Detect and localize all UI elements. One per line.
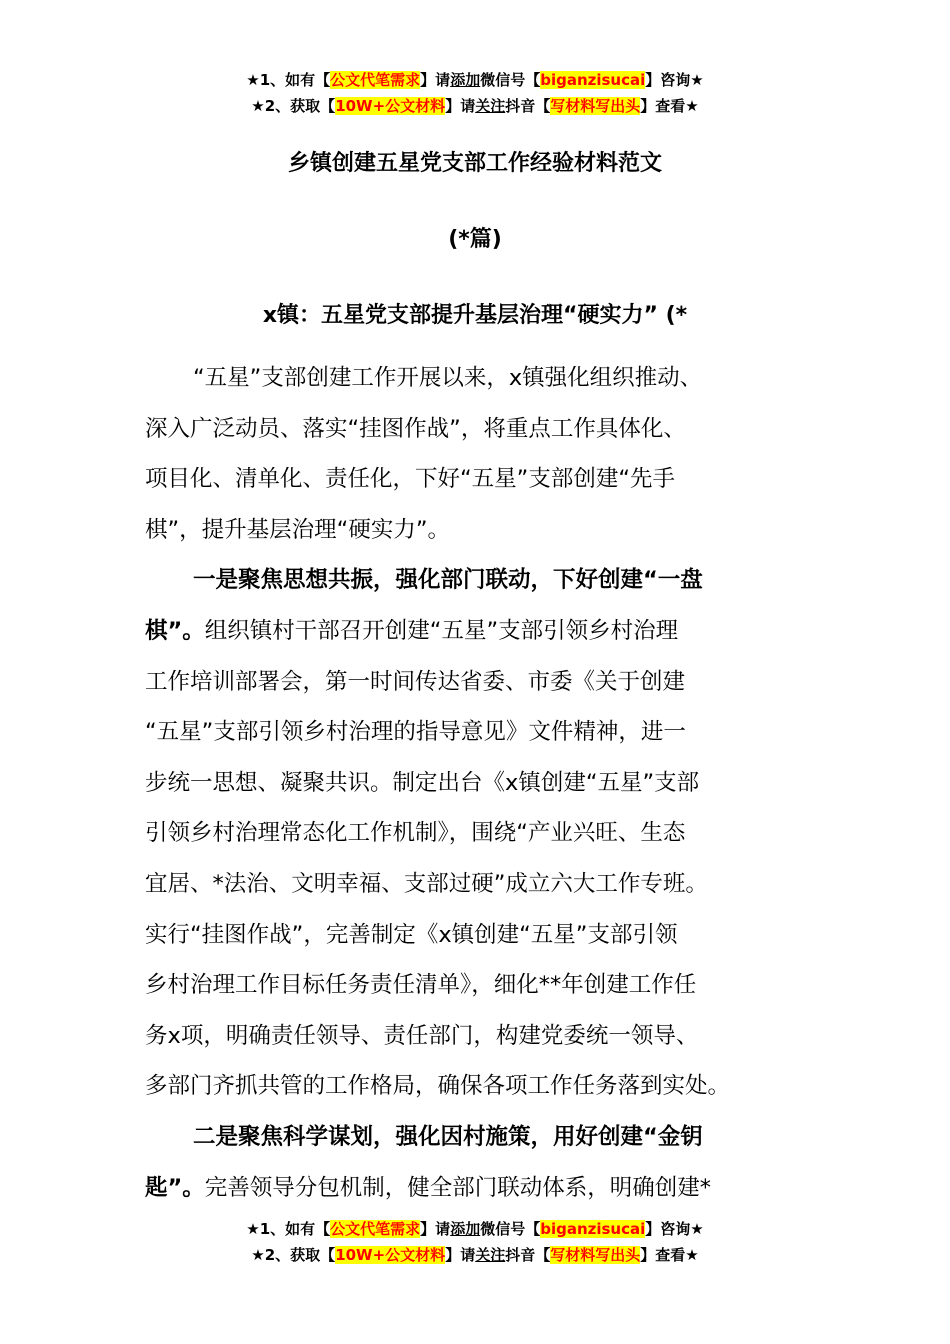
body-line [145,555,810,606]
line-text: “五星”支部引领乡村治理的指导意见》文件精神，进一 [145,719,686,746]
promo-line-2: ★2、获取【10W+公文材料】请关注抖音【写材料写出头】查看★ [251,1246,699,1264]
body-line [145,910,810,961]
body-line [145,505,810,556]
body-line [145,707,810,758]
body-line [145,454,810,505]
highlight-materials: 10W+公文材料 [335,1246,446,1264]
line-text: 引领乡村治理常态化工作机制》，围绕“产业兴旺、生态 [145,820,686,847]
highlight-ghostwriting: 公文代笔需求 [330,71,421,89]
body-line [145,353,810,404]
footer-promo-banner [0,1216,950,1268]
line-text: 工作培训部署会，第一时间传达省委、市委《关于创建 [145,668,686,695]
line-text: 宜居、*法治、文明幸福、支部过硬”成立六大工作专班。 [145,870,708,897]
bold-lead-text: 棋”。 [145,617,205,644]
body-line [145,859,810,910]
line-text: 深入广泛动员、落实“挂图作战”，将重点工作具体化、 [145,415,686,442]
body-line [145,657,810,708]
bold-lead-text: 一是聚焦思想共振，强化部门联动，下好创建“一盘 [193,567,703,594]
document-subtitle: (*篇) [448,227,502,252]
promo-line-2: ★2、获取【10W+公文材料】请关注抖音【写材料写出头】查看★ [251,97,699,115]
line-text: 组织镇村干部召开创建“五星”支部引领乡村治理 [204,617,679,644]
line-text: 项目化、清单化、责任化，下好“五星”支部创建“先手 [145,466,675,493]
highlight-douyin: 写材料写出头 [550,97,641,115]
section-title: x镇：五星党支部提升基层治理“硬实力” (* [262,303,688,328]
line-text: 棋”，提升基层治理“硬实力”。 [145,516,450,543]
promo-line-1: ★1、如有【公文代笔需求】请添加微信号【biganzisucai】咨询★ [246,1220,704,1238]
highlight-wechat-id: biganzisucai [540,71,646,89]
document-title: 乡镇创建五星党支部工作经验材料范文 [287,151,662,176]
bold-lead-text: 二是聚焦科学谋划，强化因村施策，用好创建“金钥 [193,1123,703,1150]
line-text: 完善领导分包机制，健全部门联动体系，明确创建* [204,1174,712,1201]
body-line [145,1163,810,1214]
line-text: 务x项，明确责任领导、责任部门，构建党委统一领导、 [145,1022,699,1049]
highlight-wechat-id: biganzisucai [540,1220,646,1238]
body-line [145,960,810,1011]
body-line [145,1061,810,1112]
body-line [145,1112,810,1163]
body-line [145,758,810,809]
body-line [145,1011,810,1062]
highlight-douyin: 写材料写出头 [550,1246,641,1264]
document-body [145,353,810,1213]
line-text: “五星”支部创建工作开展以来，x镇强化组织推动、 [193,365,703,391]
highlight-materials: 10W+公文材料 [335,97,446,115]
promo-line-1: ★1、如有【公文代笔需求】请添加微信号【biganzisucai】咨询★ [246,71,704,89]
header-promo-banner [0,67,950,119]
body-line [145,404,810,455]
line-text: 多部门齐抓共管的工作格局，确保各项工作任务落到实处。 [145,1073,731,1100]
line-text: 步统一思想、凝聚共识。制定出台《x镇创建“五星”支部 [145,769,700,796]
highlight-ghostwriting: 公文代笔需求 [330,1220,421,1238]
line-text: 实行“挂图作战”，完善制定《x镇创建“五星”支部引领 [145,921,678,948]
body-line [145,808,810,859]
line-text: 乡村治理工作目标任务责任清单》，细化**年创建工作任 [145,972,697,999]
body-line [145,606,810,657]
bold-lead-text: 匙”。 [145,1174,205,1201]
